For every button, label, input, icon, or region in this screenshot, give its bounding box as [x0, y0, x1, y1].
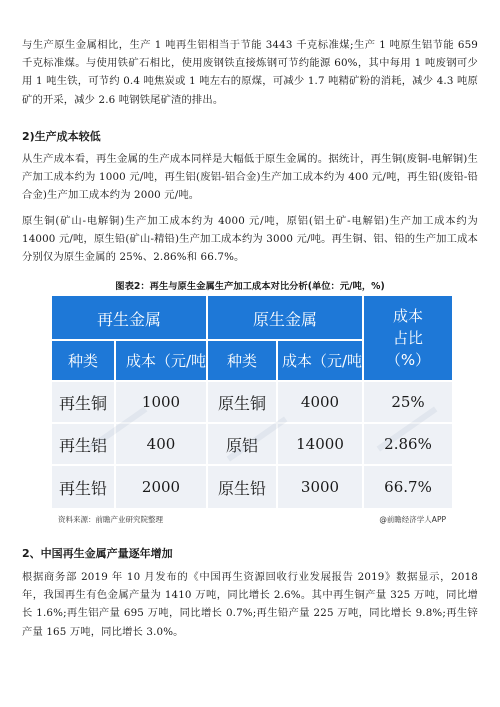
cell-primary-aluminum-cost: 14000 [296, 435, 344, 453]
cell-primary-copper-cost: 4000 [300, 393, 340, 411]
cell-aluminum-ratio: 2.86% [384, 435, 432, 453]
section-heading-cost: 2)生产成本较低 [22, 130, 101, 143]
header-type-recycled: 种类 [52, 340, 114, 380]
cell-recycled-aluminum-cost: 400 [146, 435, 176, 453]
cell-copper-ratio: 25% [391, 393, 425, 411]
header-cost-recycled: 成本（元/吨 [116, 340, 208, 380]
header-cost-ratio [364, 296, 452, 380]
paragraph-recycled-cost: 从生产成本看，再生金属的生产成本同样是大幅低于原生金属的。据统计，再生铜(废铜-电解铜)生产加工成本约为 1000 元/吨，再生铝(废铝-铝合金)生产加工成本约为 400 元/吨，再生铅(废铅-铅合金)生产加工成本约为 2000 元/吨。 [22, 153, 478, 202]
cell-recycled-lead-cost: 2000 [141, 478, 181, 496]
cell-recycled-copper: 再生铜 [58, 393, 107, 413]
header-primary-metal: 原生金属 [208, 296, 362, 340]
cell-primary-copper: 原生铜 [217, 393, 266, 413]
source-watermark-handle: @前瞻经济学人APP [379, 515, 446, 524]
paragraph-output-growth: 根据商务部 2019 年 10 月发布的《中国再生资源回收行业发展报告 2019》数据显示，2018 年，我国再生有色金属产量为 1410 万吨，同比增长 2.6%。其中再生铜产量 325 万吨，同比增长 1.6%;再生铝产量 695 万吨，同比增长 0.7%;再生铅产量 225 万吨，同比增长 9.8%;再生锌产量 165 万吨，同比增长 3.0%。 [22, 571, 478, 638]
header-ratio-line1: 成本 [392, 307, 423, 325]
cell-lead-ratio: 66.7% [384, 478, 432, 496]
cell-recycled-lead: 再生铅 [58, 478, 107, 498]
cell-recycled-copper-cost: 1000 [141, 393, 181, 411]
cost-comparison-table [52, 296, 452, 508]
header-ratio-line2: 占比 [392, 329, 423, 347]
header-type-primary: 种类 [208, 340, 276, 380]
paragraph-primary-cost: 原生铜(矿山-电解铜)生产加工成本约为 4000 元/吨，原铝(铝土矿-电解铝)生产加工成本约为 14000 元/吨，原生铅(矿山-精铅)生产加工成本约为 3000 元/吨。再生铜、铝、铅的生产加工成本分别仅为原生金属的 25%、2.86%和 66.7%。 [22, 215, 478, 264]
cell-primary-lead-cost: 3000 [300, 478, 340, 496]
header-divider [52, 339, 364, 341]
paragraph-energy-saving: 与生产原生金属相比，生产 1 吨再生铝相当于节能 3443 千克标准煤;生产 1 吨原生铝节能 659 千克标准煤。与使用铁矿石相比，使用废钢铁直接炼钢可节约能源 60%，其中每用 1 吨废钢可少用 1 吨生铁，可节约 0.4 吨焦炭或 1 吨左右的原煤，可减少 1.7 吨精矿粉的消耗，减少 4.3 吨原矿的开采，减少 2.6 吨钢铁尾矿渣的排出。 [22, 39, 478, 106]
header-cost-primary: 成本（元/吨 [278, 340, 364, 380]
header-recycled-metal: 再生金属 [52, 296, 206, 340]
cell-primary-aluminum: 原铝 [225, 435, 258, 455]
cell-recycled-aluminum: 再生铝 [58, 435, 107, 455]
source-note: 资料来源：前瞻产业研究院整理 [58, 515, 163, 524]
cell-primary-lead: 原生铅 [217, 478, 266, 498]
section-heading-output: 2、中国再生金属产量逐年增加 [22, 547, 173, 560]
figure-title: 图表2：再生与原生金属生产加工成本对比分析(单位：元/吨，%) [115, 281, 385, 292]
header-ratio-line3: （%） [385, 351, 431, 369]
